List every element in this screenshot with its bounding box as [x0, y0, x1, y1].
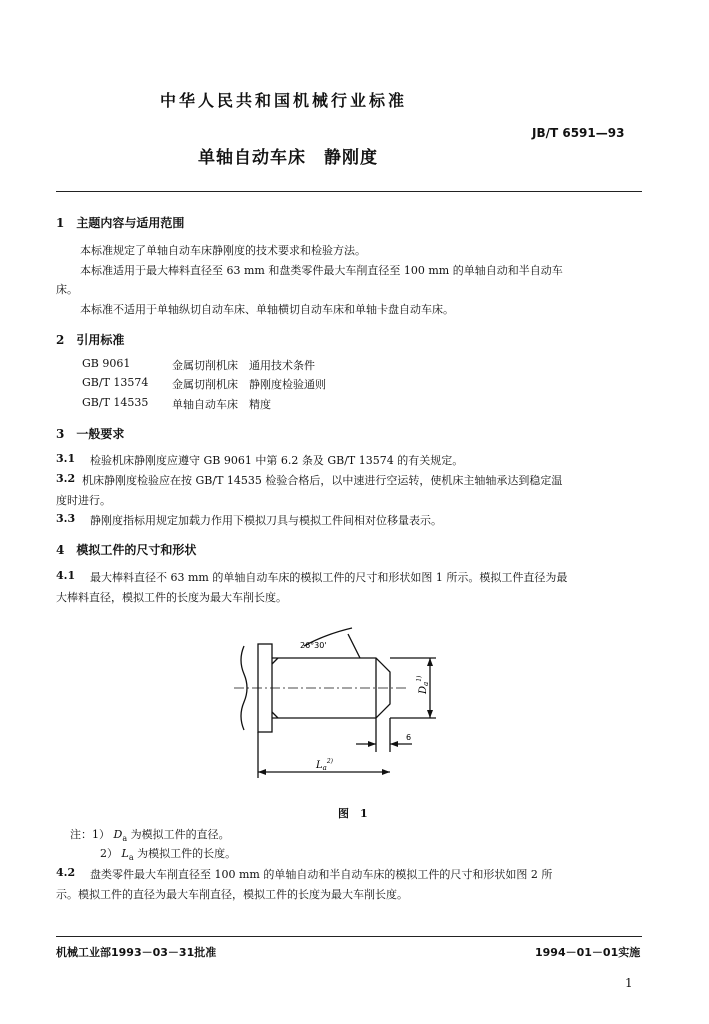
ref-3-code: GB/T 14535: [82, 396, 149, 409]
clause-3-3-text: 静刚度指标用规定加载力作用下模拟刀具与模拟工件间相对位移量表示。: [90, 514, 442, 527]
figure-1-workpiece-drawing: [230, 612, 450, 792]
note-1-subscript: a: [122, 834, 128, 844]
section-1-paragraph-2b: 床。: [56, 283, 78, 296]
effective-date: 1994－01－01实施: [535, 946, 641, 959]
clause-3-3-number: 3.3: [56, 512, 76, 525]
ref-2-code: GB/T 13574: [82, 376, 149, 389]
clause-3-2-number: 3.2: [56, 472, 76, 485]
clause-3-1-text: 检验机床静刚度应遵守 GB 9061 中第 6.2 条及 GB/T 13574 的有关规定。: [90, 454, 464, 467]
figure-1-caption: 图 1: [338, 807, 368, 820]
figure-length-label: $L_a^{2)}$: [316, 758, 333, 772]
section-4-heading: 4 模拟工件的尺寸和形状: [56, 543, 197, 557]
note-2: [100, 845, 236, 862]
clause-3-2-text-a: 机床静刚度检验应在按 GB/T 14535 检验合格后，以中速进行空运转，使机床主轴轴承达到稳定温: [82, 474, 563, 487]
note-2-prefix: 2）: [100, 847, 118, 860]
figure-diameter-label: $D_a^{1)}$: [416, 675, 430, 694]
clause-4-2-text-a: 盘类零件最大车削直径至 100 mm 的单轴自动和半自动车床的模拟工件的尺寸和形状如图 2 所: [90, 868, 553, 881]
clause-4-1-text-b: 大棒料直径，模拟工件的长度为最大车削长度。: [56, 591, 287, 604]
figure-six-label: 6: [406, 733, 412, 742]
note-2-subscript: a: [128, 853, 134, 863]
section-2-heading: 2 引用标准: [56, 333, 125, 347]
ref-2-title: 金属切削机床 静刚度检验通则: [172, 378, 326, 391]
note-1: [70, 826, 230, 843]
ref-1-code: GB 9061: [82, 357, 131, 370]
section-3-heading: 3 一般要求: [56, 427, 125, 441]
clause-3-1-number: 3.1: [56, 452, 76, 465]
section-1-paragraph-3: 本标准不适用于单轴纵切自动车床、单轴横切自动车床和单轴卡盘自动车床。: [80, 303, 454, 316]
note-1-prefix: 注：1）: [70, 828, 110, 841]
document-title: 单轴自动车床 静刚度: [198, 148, 378, 168]
note-2-symbol: L: [121, 847, 129, 860]
header-rule: [56, 191, 642, 192]
footer-rule: [56, 936, 642, 937]
section-1-paragraph-1: 本标准规定了单轴自动车床静刚度的技术要求和检验方法。: [80, 244, 366, 257]
note-1-text: 为模拟工件的直径。: [130, 828, 230, 841]
standard-number: JB/T 6591—93: [532, 126, 625, 140]
approval-date: 机械工业部1993－03－31批准: [56, 946, 217, 959]
section-1-paragraph-2a: 本标准适用于最大棒料直径至 63 mm 和盘类零件最大车削直径至 100 mm 的单轴自动和半自动车: [80, 264, 563, 277]
clause-4-1-text-a: 最大棒料直径不 63 mm 的单轴自动车床的模拟工件的尺寸和形状如图 1 所示。模拟工件直径为最: [90, 571, 568, 584]
industry-standard-title: 中华人民共和国机械行业标准: [160, 91, 408, 110]
figure-angle-label: 26°30': [300, 641, 327, 650]
note-2-text: 为模拟工件的长度。: [137, 847, 237, 860]
clause-3-2-text-b: 度时进行。: [56, 494, 111, 507]
clause-4-1-number: 4.1: [56, 569, 76, 582]
ref-1-title: 金属切削机床 通用技术条件: [172, 359, 315, 372]
ref-3-title: 单轴自动车床 精度: [172, 398, 271, 411]
clause-4-2-number: 4.2: [56, 866, 76, 879]
note-1-symbol: D: [113, 828, 123, 841]
section-1-heading: 1 主题内容与适用范围: [56, 216, 185, 230]
page-number: 1: [625, 976, 633, 990]
clause-4-2-text-b: 示。模拟工件的直径为最大车削直径，模拟工件的长度为最大车削长度。: [56, 888, 408, 901]
